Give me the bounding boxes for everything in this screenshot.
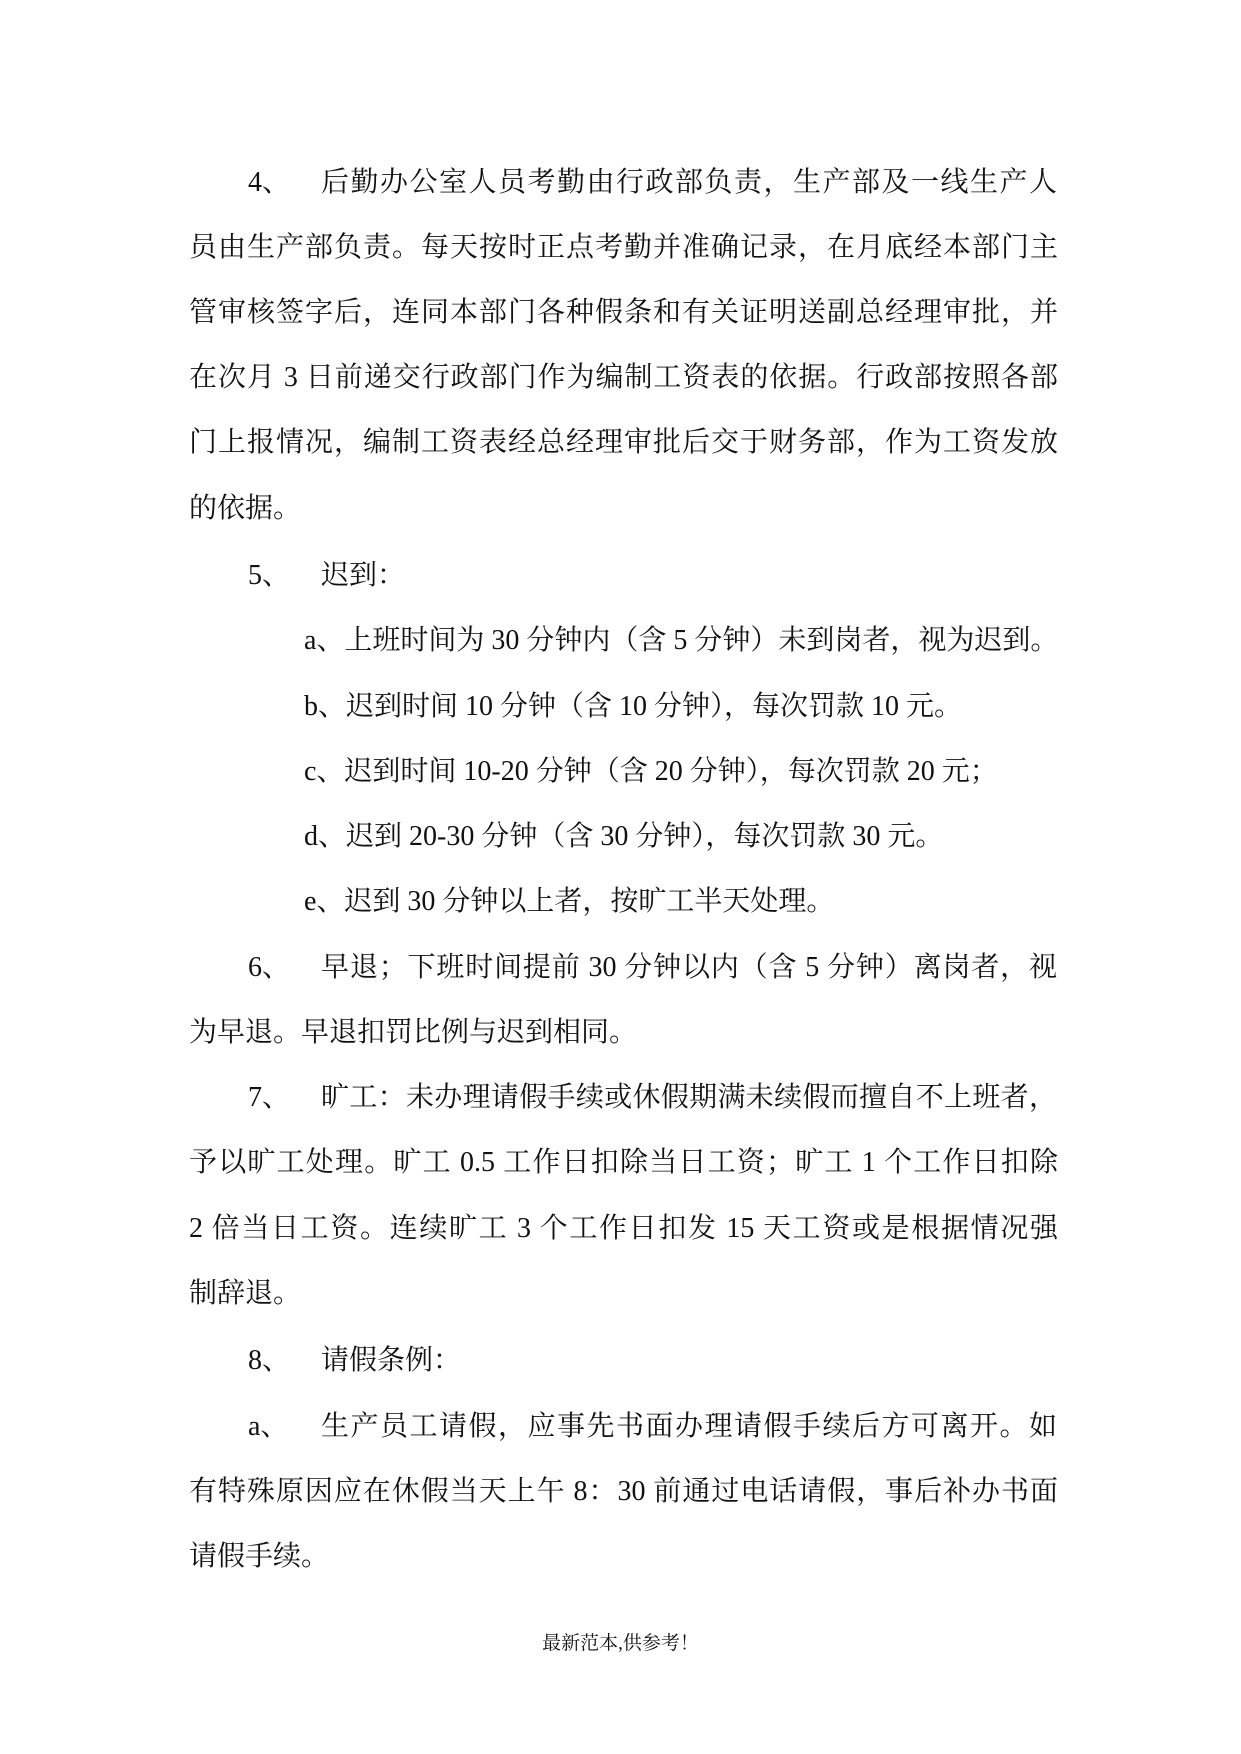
item-4-line-6: 的依据。 (189, 493, 302, 524)
item-7-number: 7、 (248, 1082, 291, 1113)
item-5-subitem-b: b、迟到时间 10 分钟（含 10 分钟），每次罚款 10 元。 (304, 691, 963, 722)
item-4-line-3: 管审核签字后，连同本部门各种假条和有关证明送副总经理审批，并 (189, 297, 1058, 328)
item-8-subitem-a-line-2: 有特殊原因应在休假当天上午 8：30 前通过电话请假，事后补办书面 (189, 1476, 1058, 1507)
item-8-subitem-a-line-3: 请假手续。 (189, 1541, 330, 1572)
item-5-subitem-c: c、迟到时间 10-20 分钟（含 20 分钟），每次罚款 20 元； (304, 756, 998, 787)
item-4-line-1: 后勤办公室人员考勤由行政部负责，生产部及一线生产人 (321, 167, 1057, 198)
item-8-heading: 请假条例： (321, 1345, 462, 1376)
item-4-line-4: 在次月 3 日前递交行政部门作为编制工资表的依据。行政部按照各部 (189, 362, 1058, 393)
item-4-line-5: 门上报情况，编制工资表经总经理审批后交于财务部，作为工资发放 (189, 427, 1058, 458)
item-7-line-1: 旷工：未办理请假手续或休假期满未续假而擅自不上班者， (321, 1082, 1057, 1113)
page-footer: 最新范本,供参考！ (542, 1633, 699, 1654)
item-4-number: 4、 (248, 167, 291, 198)
item-6-number: 6、 (248, 952, 291, 983)
item-7-line-3: 2 倍当日工资。连续旷工 3 个工作日扣发 15 天工资或是根据情况强 (189, 1213, 1058, 1244)
item-5-subitem-d: d、迟到 20-30 分钟（含 30 分钟），每次罚款 30 元。 (304, 821, 944, 852)
item-5-subitem-e: e、迟到 30 分钟以上者，按旷工半天处理。 (304, 886, 835, 917)
item-5-heading: 迟到： (321, 560, 406, 591)
item-8-subitem-a-line-1: 生产员工请假，应事先书面办理请假手续后方可离开。如 (321, 1411, 1057, 1442)
item-8-number: 8、 (248, 1345, 291, 1376)
item-5-number: 5、 (248, 560, 291, 591)
item-6-line-2: 为早退。早退扣罚比例与迟到相同。 (189, 1017, 638, 1048)
item-8-subitem-a-label: a、 (248, 1411, 289, 1442)
item-7-line-4: 制辞退。 (189, 1278, 302, 1309)
item-7-line-2: 予以旷工处理。旷工 0.5 工作日扣除当日工资；旷工 1 个工作日扣除 (189, 1147, 1058, 1178)
item-4-line-2: 员由生产部负责。每天按时正点考勤并准确记录，在月底经本部门主 (189, 232, 1058, 263)
item-5-subitem-a: a、上班时间为 30 分钟内（含 5 分钟）未到岗者，视为迟到。 (304, 625, 1059, 656)
item-6-line-1: 早退；下班时间提前 30 分钟以内（含 5 分钟）离岗者，视 (321, 952, 1057, 983)
